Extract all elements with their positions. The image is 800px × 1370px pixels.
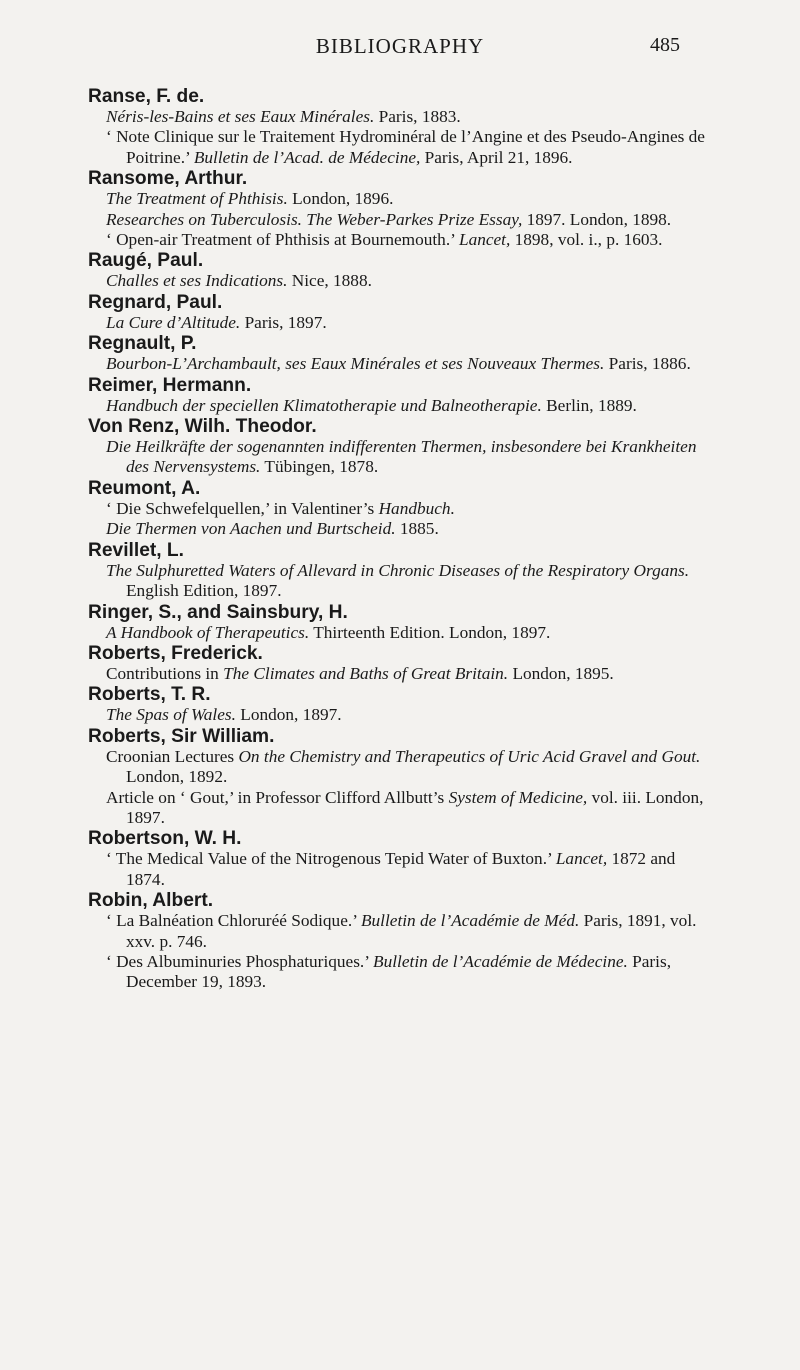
bibliography-entry: [88, 602, 718, 643]
work-text: Tübingen, 1878.: [260, 457, 379, 477]
entry-work: [106, 437, 718, 478]
work-title: Lancet,: [555, 849, 608, 869]
bibliography-entry: [88, 540, 718, 602]
work-text: 1897. London, 1898.: [522, 209, 672, 229]
bibliography-entry: [88, 726, 718, 829]
work-title: Handbuch.: [378, 498, 455, 518]
entry-work: [106, 107, 718, 127]
entry-work: [106, 747, 718, 788]
work-title: Lancet,: [458, 230, 511, 250]
work-title: On the Chemistry and Therapeutics of Uric Acid Gravel and Gout.: [238, 746, 701, 766]
work-text: English Edition, 1897.: [126, 581, 282, 601]
entry-author: Reumont, A.: [88, 477, 201, 499]
work-text: 1872 and 1874.: [126, 849, 676, 889]
entry-author: Raugé, Paul.: [88, 250, 204, 272]
work-title: Challes et ses Indications.: [106, 271, 288, 291]
entry-work: [106, 911, 718, 952]
entry-work: [106, 849, 718, 890]
bibliography-entry: [88, 478, 718, 540]
bibliography-entry: [88, 416, 718, 478]
work-text: Thirteenth Edition. London, 1897.: [309, 622, 551, 642]
entry-work: [106, 788, 718, 829]
entry-work: [106, 519, 718, 539]
entry-author: Ransome, Arthur.: [88, 168, 248, 190]
bibliography-entry: [88, 292, 718, 333]
work-text: ‘ Die Schwefelquellen,’ in Valentiner’s: [106, 498, 379, 518]
entry-author: Robin, Albert.: [88, 890, 214, 912]
work-text: Paris, 1891, vol. xxv. p. 746.: [126, 911, 697, 951]
entry-work: [106, 189, 718, 209]
work-title: System of Medicine,: [448, 787, 588, 807]
entry-work: [106, 705, 718, 725]
entry-author: Von Renz, Wilh. Theodor.: [88, 416, 317, 438]
work-title: Handbuch der speciellen Klimatotherapie und Balneotherapie.: [106, 395, 542, 415]
work-text: London, 1897.: [235, 705, 342, 725]
entry-author: Ringer, S., and Sainsbury, H.: [88, 601, 348, 623]
entry-author: Roberts, T. R.: [88, 684, 211, 706]
work-title: Die Thermen von Aachen und Burtscheid.: [106, 519, 396, 539]
work-text: Contributions in: [106, 663, 224, 683]
work-title: Researches on Tuberculosis. The Weber-Parkes Prize Essay,: [106, 209, 523, 229]
entry-work: [106, 313, 718, 333]
entry-author: Regnard, Paul.: [88, 291, 223, 313]
work-text: vol. iii. London, 1897.: [126, 787, 704, 827]
work-text: ‘ Open-air Treatment of Phthisis at Bournemouth.’: [106, 230, 459, 250]
work-title: Bulletin de l’Académie de Médecine.: [373, 951, 628, 971]
work-text: Croonian Lectures: [106, 746, 239, 766]
work-title: Bulletin de l’Académie de Méd.: [360, 911, 580, 931]
entry-work: [106, 561, 718, 602]
entry-author: Ranse, F. de.: [88, 86, 205, 107]
running-title: BIBLIOGRAPHY: [315, 34, 485, 58]
entry-work: [106, 396, 718, 416]
work-text: ‘ La Balnéation Chloruréé Sodique.’: [106, 911, 361, 931]
work-title: Néris-les-Bains et ses Eaux Minérales.: [106, 107, 375, 126]
page-number: 485: [650, 34, 680, 56]
work-text: Paris, December 19, 1893.: [126, 951, 672, 992]
work-text: ‘ The Medical Value of the Nitrogenous Tepid Water of Buxton.’: [106, 849, 556, 869]
work-text: ‘ Note Clinique sur le Traitement Hydrominéral de l’Angine et des Pseudo-Angines de Poitrine.’: [106, 127, 705, 167]
work-text: Nice, 1888.: [287, 271, 372, 291]
entry-author: Roberts, Sir William.: [88, 725, 275, 747]
bibliography-entry: [88, 643, 718, 684]
work-text: London, 1895.: [508, 663, 614, 683]
work-text: London, 1892.: [126, 767, 228, 787]
bibliography-entry: [88, 828, 718, 890]
entry-work: [106, 127, 718, 168]
bibliography-entry: [88, 684, 718, 725]
bibliography-entry: [88, 168, 718, 250]
entry-work: [106, 354, 718, 374]
work-title: The Climates and Baths of Great Britain.: [223, 663, 509, 683]
work-text: London, 1896.: [287, 189, 394, 209]
work-title: The Spas of Wales.: [106, 705, 236, 725]
entry-work: [106, 952, 718, 993]
entry-author: Reimer, Hermann.: [88, 374, 252, 396]
bibliography-entry: [88, 250, 718, 291]
entry-work: [106, 230, 718, 250]
work-text: Article on ‘ Gout,’ in Professor Clifford Allbutt’s: [106, 787, 449, 807]
work-title: Bulletin de l’Acad. de Médecine,: [193, 147, 421, 167]
entry-work: [106, 271, 718, 291]
bibliography-entry: [88, 333, 718, 374]
work-text: Paris, 1883.: [374, 107, 461, 126]
bibliography-entry: [88, 890, 718, 993]
entry-author: Regnault, P.: [88, 333, 197, 355]
work-text: 1898, vol. i., p. 1603.: [510, 230, 663, 250]
entry-author: Revillet, L.: [88, 539, 184, 561]
entry-author: Roberts, Frederick.: [88, 642, 263, 664]
running-head: [0, 34, 800, 62]
work-text: Berlin, 1889.: [541, 395, 637, 415]
entry-author: Robertson, W. H.: [88, 828, 242, 850]
entry-work: [106, 623, 718, 643]
work-title: Die Heilkräfte der sogenannten indifferenten Thermen, insbesondere bei Krankheiten des Nervensystems.: [106, 437, 697, 477]
work-title: Bourbon-L’Archambault, ses Eaux Minérales et ses Nouveaux Thermes.: [106, 354, 605, 374]
bibliography-entry: [88, 86, 718, 168]
work-text: Paris, April 21, 1896.: [420, 147, 573, 167]
bibliography-list: [88, 86, 718, 993]
work-title: La Cure d’Altitude.: [106, 312, 241, 332]
work-text: 1885.: [395, 519, 439, 539]
entry-work: [106, 664, 718, 684]
work-text: Paris, 1897.: [240, 312, 327, 332]
work-title: The Treatment of Phthisis.: [106, 189, 288, 209]
entry-work: [106, 499, 718, 519]
bibliography-entry: [88, 375, 718, 416]
entry-work: [106, 210, 718, 230]
work-text: Paris, 1886.: [604, 354, 691, 374]
work-title: A Handbook of Therapeutics.: [106, 622, 310, 642]
work-title: The Sulphuretted Waters of Allevard in Chronic Diseases of the Respiratory Organs.: [106, 560, 690, 580]
work-text: ‘ Des Albuminuries Phosphaturiques.’: [106, 951, 374, 971]
